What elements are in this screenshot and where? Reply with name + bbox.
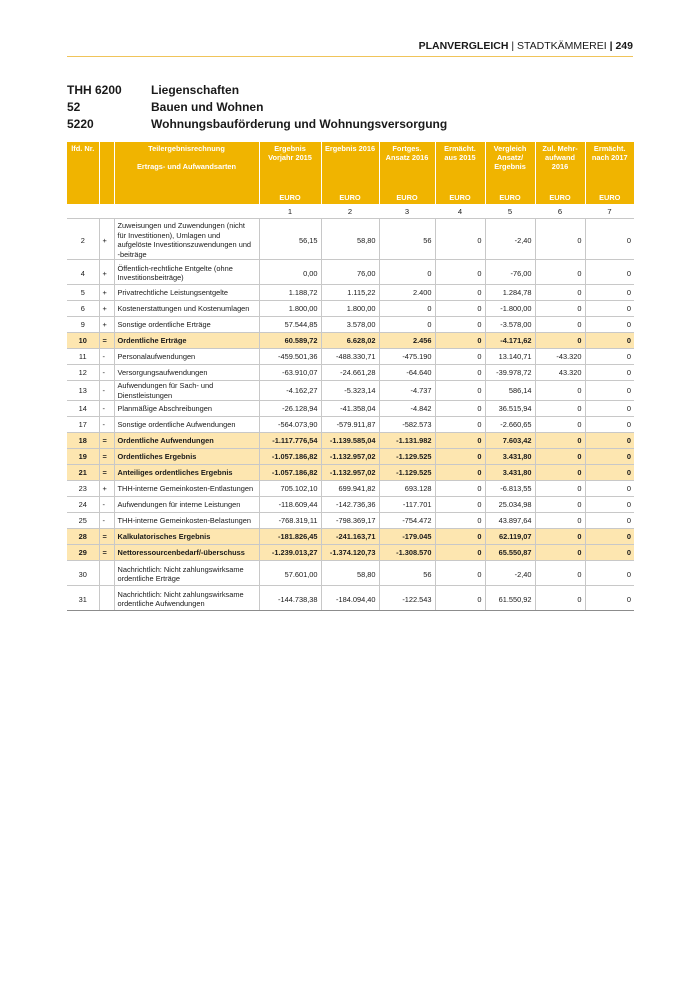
- value-cell: 0: [435, 586, 485, 611]
- value-cell: 0: [435, 513, 485, 529]
- title-code: THH 6200: [67, 83, 122, 97]
- row-operator: +: [99, 317, 114, 333]
- value-cell: -142.736,36: [321, 497, 379, 513]
- row-operator: -: [99, 417, 114, 433]
- value-cell: 56: [379, 561, 435, 586]
- value-cell: 1.284,78: [485, 285, 535, 301]
- value-cell: -184.094,40: [321, 586, 379, 611]
- header-title-line1: Teilergebnisrechnung: [148, 144, 225, 153]
- value-cell: 6.628,02: [321, 333, 379, 349]
- value-cell: -459.501,36: [259, 349, 321, 365]
- row-number: 23: [67, 481, 99, 497]
- value-cell: 1.188,72: [259, 285, 321, 301]
- row-operator: =: [99, 545, 114, 561]
- title-row: [67, 82, 447, 99]
- table-row: [67, 317, 634, 333]
- row-label: THH-interne Gemeinkosten-Belastungen: [114, 513, 259, 529]
- row-label: Sonstige ordentliche Aufwendungen: [114, 417, 259, 433]
- row-operator: =: [99, 333, 114, 349]
- value-cell: 0: [585, 449, 634, 465]
- table-row: [67, 465, 634, 481]
- table-row: [67, 349, 634, 365]
- value-cell: 0: [535, 449, 585, 465]
- table-row: [67, 301, 634, 317]
- table-row: [67, 219, 634, 260]
- value-cell: 693.128: [379, 481, 435, 497]
- value-cell: 25.034,98: [485, 497, 535, 513]
- header-section: PLANVERGLEICH: [418, 40, 509, 52]
- value-cell: 0: [585, 545, 634, 561]
- row-label: Ordentliches Ergebnis: [114, 449, 259, 465]
- header-rule: [67, 56, 633, 57]
- header-col-5: Vergleich Ansatz/ Ergebnis: [485, 142, 535, 190]
- header-title: [114, 142, 259, 204]
- row-label: Kostenerstattungen und Kostenumlagen: [114, 301, 259, 317]
- value-cell: -3.578,00: [485, 317, 535, 333]
- value-cell: 56,15: [259, 219, 321, 260]
- value-cell: 1.800,00: [321, 301, 379, 317]
- value-cell: -63.910,07: [259, 365, 321, 381]
- column-number: 1: [259, 204, 321, 219]
- value-cell: -2.660,65: [485, 417, 535, 433]
- value-cell: 43.320: [535, 365, 585, 381]
- value-cell: 0: [435, 449, 485, 465]
- value-cell: 0: [435, 481, 485, 497]
- value-cell: -754.472: [379, 513, 435, 529]
- results-table: [67, 142, 634, 611]
- unit-label: EURO: [585, 190, 634, 204]
- value-cell: -4.162,27: [259, 381, 321, 401]
- row-number: 25: [67, 513, 99, 529]
- table-row: [67, 260, 634, 285]
- row-number: 6: [67, 301, 99, 317]
- row-operator: -: [99, 401, 114, 417]
- row-number: 31: [67, 586, 99, 611]
- value-cell: 586,14: [485, 381, 535, 401]
- value-cell: 699.941,82: [321, 481, 379, 497]
- row-number: 29: [67, 545, 99, 561]
- value-cell: -1.057.186,82: [259, 465, 321, 481]
- row-number: 28: [67, 529, 99, 545]
- row-number: 30: [67, 561, 99, 586]
- value-cell: 0: [535, 433, 585, 449]
- value-cell: 0: [535, 513, 585, 529]
- value-cell: 0: [435, 301, 485, 317]
- row-label: Personalaufwendungen: [114, 349, 259, 365]
- value-cell: 0: [535, 381, 585, 401]
- header-title-line2: Ertrags- und Aufwandsarten: [136, 162, 237, 171]
- value-cell: 62.119,07: [485, 529, 535, 545]
- row-number: 18: [67, 433, 99, 449]
- page-header: [419, 40, 633, 52]
- value-cell: 3.578,00: [321, 317, 379, 333]
- row-label: Planmäßige Abschreibungen: [114, 401, 259, 417]
- header-col-2: Ergebnis 2016: [321, 142, 379, 190]
- row-number: 11: [67, 349, 99, 365]
- row-operator: -: [99, 349, 114, 365]
- value-cell: 0: [585, 513, 634, 529]
- value-cell: 0: [585, 219, 634, 260]
- value-cell: 0: [435, 497, 485, 513]
- value-cell: 0: [535, 586, 585, 611]
- value-cell: 0: [435, 433, 485, 449]
- value-cell: 61.550,92: [485, 586, 535, 611]
- row-number: 21: [67, 465, 99, 481]
- row-operator: -: [99, 365, 114, 381]
- row-operator: [99, 561, 114, 586]
- header-col-7: Ermächt. nach 2017: [585, 142, 634, 190]
- unit-label: EURO: [259, 190, 321, 204]
- value-cell: -1.129.525: [379, 465, 435, 481]
- column-number: 2: [321, 204, 379, 219]
- header-col-6: Zul. Mehr-aufwand 2016: [535, 142, 585, 190]
- value-cell: -1.129.525: [379, 449, 435, 465]
- value-cell: 0: [435, 561, 485, 586]
- value-cell: 0: [435, 417, 485, 433]
- row-label: Nettoressourcenbedarf/-überschuss: [114, 545, 259, 561]
- value-cell: -2,40: [485, 561, 535, 586]
- value-cell: 0: [535, 401, 585, 417]
- value-cell: 0: [585, 465, 634, 481]
- value-cell: -117.701: [379, 497, 435, 513]
- table-row: [67, 513, 634, 529]
- value-cell: 0: [585, 317, 634, 333]
- title-name: Wohnungsbauförderung und Wohnungsversorgung: [151, 117, 448, 131]
- table-row: [67, 449, 634, 465]
- row-label: Ordentliche Aufwendungen: [114, 433, 259, 449]
- row-label: Aufwendungen für Sach- und Dienstleistungen: [114, 381, 259, 401]
- row-operator: -: [99, 513, 114, 529]
- row-number: 19: [67, 449, 99, 465]
- unit-label: EURO: [485, 190, 535, 204]
- value-cell: 0: [535, 333, 585, 349]
- row-label: Anteiliges ordentliches Ergebnis: [114, 465, 259, 481]
- value-cell: 0: [435, 529, 485, 545]
- value-cell: 0: [585, 365, 634, 381]
- value-cell: -41.358,04: [321, 401, 379, 417]
- value-cell: 0: [379, 260, 435, 285]
- value-cell: 705.102,10: [259, 481, 321, 497]
- header-col-1: Ergebnis Vorjahr 2015: [259, 142, 321, 190]
- value-cell: 0: [585, 260, 634, 285]
- value-cell: 0: [535, 301, 585, 317]
- value-cell: -1.800,00: [485, 301, 535, 317]
- unit-label: EURO: [535, 190, 585, 204]
- table-row: [67, 529, 634, 545]
- row-operator: +: [99, 219, 114, 260]
- value-cell: 0: [535, 219, 585, 260]
- unit-label: EURO: [435, 190, 485, 204]
- value-cell: -39.978,72: [485, 365, 535, 381]
- value-cell: -181.826,45: [259, 529, 321, 545]
- row-number: 4: [67, 260, 99, 285]
- value-cell: -122.543: [379, 586, 435, 611]
- row-number: 5: [67, 285, 99, 301]
- table-row: [67, 333, 634, 349]
- value-cell: 3.431,80: [485, 465, 535, 481]
- value-cell: 7.603,42: [485, 433, 535, 449]
- row-label: Sonstige ordentliche Erträge: [114, 317, 259, 333]
- row-label: Kalkulatorisches Ergebnis: [114, 529, 259, 545]
- value-cell: 0: [585, 561, 634, 586]
- table-row: [67, 545, 634, 561]
- value-cell: 0: [585, 481, 634, 497]
- row-label: Ordentliche Erträge: [114, 333, 259, 349]
- value-cell: 0: [535, 497, 585, 513]
- value-cell: 60.589,72: [259, 333, 321, 349]
- value-cell: 0: [435, 545, 485, 561]
- value-cell: 0: [585, 417, 634, 433]
- row-label: Nachrichtlich: Nicht zahlungswirksame ordentliche Erträge: [114, 561, 259, 586]
- value-cell: 0: [435, 349, 485, 365]
- value-cell: -6.813,55: [485, 481, 535, 497]
- row-number: 14: [67, 401, 99, 417]
- value-cell: 1.115,22: [321, 285, 379, 301]
- title-code: 5220: [67, 117, 94, 131]
- row-label: Versorgungsaufwendungen: [114, 365, 259, 381]
- value-cell: 0: [535, 545, 585, 561]
- value-cell: 76,00: [321, 260, 379, 285]
- value-cell: -475.190: [379, 349, 435, 365]
- row-number: 10: [67, 333, 99, 349]
- value-cell: 0: [585, 333, 634, 349]
- row-operator: =: [99, 433, 114, 449]
- unit-label: EURO: [379, 190, 435, 204]
- value-cell: -579.911,87: [321, 417, 379, 433]
- value-cell: 2.456: [379, 333, 435, 349]
- row-operator: +: [99, 285, 114, 301]
- value-cell: -179.045: [379, 529, 435, 545]
- value-cell: -1.117.776,54: [259, 433, 321, 449]
- column-number: 5: [485, 204, 535, 219]
- value-cell: 0: [585, 433, 634, 449]
- value-cell: 0,00: [259, 260, 321, 285]
- table-row: [67, 401, 634, 417]
- value-cell: -118.609,44: [259, 497, 321, 513]
- value-cell: -1.132.957,02: [321, 449, 379, 465]
- table-row: [67, 365, 634, 381]
- value-cell: -26.128,94: [259, 401, 321, 417]
- title-row: [67, 116, 447, 133]
- column-number: 3: [379, 204, 435, 219]
- row-operator: =: [99, 465, 114, 481]
- row-label: Zuweisungen und Zuwendungen (nicht für Investitionen), Umlagen und aufgelöste Investitionszuwendungen und -beiträge: [114, 219, 259, 260]
- row-number: 9: [67, 317, 99, 333]
- value-cell: 58,80: [321, 561, 379, 586]
- header-separator: |: [511, 40, 515, 52]
- value-cell: 0: [585, 529, 634, 545]
- value-cell: 0: [585, 301, 634, 317]
- value-cell: 0: [535, 481, 585, 497]
- page-number: 249: [615, 40, 633, 52]
- column-number: 4: [435, 204, 485, 219]
- row-operator: [99, 586, 114, 611]
- value-cell: 0: [379, 317, 435, 333]
- value-cell: 0: [435, 365, 485, 381]
- value-cell: 0: [435, 401, 485, 417]
- header-department: STADTKÄMMEREI: [517, 40, 607, 52]
- value-cell: 0: [585, 381, 634, 401]
- row-operator: =: [99, 529, 114, 545]
- value-cell: -1.374.120,73: [321, 545, 379, 561]
- table-row: [67, 481, 634, 497]
- value-cell: 0: [435, 465, 485, 481]
- value-cell: -488.330,71: [321, 349, 379, 365]
- value-cell: -798.369,17: [321, 513, 379, 529]
- value-cell: 13.140,71: [485, 349, 535, 365]
- value-cell: 0: [585, 349, 634, 365]
- header-col-4: Ermächt. aus 2015: [435, 142, 485, 190]
- value-cell: -4.842: [379, 401, 435, 417]
- table-row: [67, 561, 634, 586]
- value-cell: -5.323,14: [321, 381, 379, 401]
- row-operator: =: [99, 449, 114, 465]
- value-cell: -1.131.982: [379, 433, 435, 449]
- value-cell: -1.308.570: [379, 545, 435, 561]
- value-cell: 0: [379, 301, 435, 317]
- header-op: [99, 142, 114, 204]
- value-cell: 0: [535, 529, 585, 545]
- title-name: Bauen und Wohnen: [151, 100, 264, 114]
- row-label: Privatrechtliche Leistungsentgelte: [114, 285, 259, 301]
- table-row: [67, 381, 634, 401]
- value-cell: -564.073,90: [259, 417, 321, 433]
- value-cell: 56: [379, 219, 435, 260]
- row-operator: -: [99, 497, 114, 513]
- value-cell: 0: [435, 317, 485, 333]
- header-lfd-nr: lfd. Nr.: [67, 142, 99, 204]
- value-cell: 0: [585, 285, 634, 301]
- value-cell: -582.573: [379, 417, 435, 433]
- value-cell: 0: [535, 465, 585, 481]
- value-cell: 2.400: [379, 285, 435, 301]
- table-row: [67, 285, 634, 301]
- title-code: 52: [67, 100, 81, 114]
- value-cell: 3.431,80: [485, 449, 535, 465]
- value-cell: -1.139.585,04: [321, 433, 379, 449]
- value-cell: -64.640: [379, 365, 435, 381]
- column-number: 6: [535, 204, 585, 219]
- value-cell: -1.057.186,82: [259, 449, 321, 465]
- value-cell: 0: [535, 260, 585, 285]
- value-cell: 0: [435, 285, 485, 301]
- value-cell: 65.550,87: [485, 545, 535, 561]
- value-cell: 0: [585, 401, 634, 417]
- row-label: Öffentlich-rechtliche Entgelte (ohne Investitionsbeiträge): [114, 260, 259, 285]
- value-cell: 0: [585, 497, 634, 513]
- row-operator: +: [99, 260, 114, 285]
- row-label: Aufwendungen für interne Leistungen: [114, 497, 259, 513]
- value-cell: 1.800,00: [259, 301, 321, 317]
- value-cell: 0: [585, 586, 634, 611]
- value-cell: -1.132.957,02: [321, 465, 379, 481]
- column-number-row: [67, 204, 634, 219]
- value-cell: -1.239.013,27: [259, 545, 321, 561]
- value-cell: 0: [535, 417, 585, 433]
- value-cell: 43.897,64: [485, 513, 535, 529]
- title-name: Liegenschaften: [151, 83, 240, 97]
- table-row: [67, 586, 634, 611]
- table-row: [67, 417, 634, 433]
- unit-label: EURO: [321, 190, 379, 204]
- value-cell: 58,80: [321, 219, 379, 260]
- row-operator: +: [99, 481, 114, 497]
- value-cell: 57.544,85: [259, 317, 321, 333]
- table-row: [67, 433, 634, 449]
- value-cell: 0: [535, 561, 585, 586]
- column-number: 7: [585, 204, 634, 219]
- header-separator-2: |: [609, 40, 613, 52]
- row-number: 12: [67, 365, 99, 381]
- row-operator: +: [99, 301, 114, 317]
- value-cell: 0: [535, 285, 585, 301]
- row-label: Nachrichtlich: Nicht zahlungswirksame ordentliche Aufwendungen: [114, 586, 259, 611]
- value-cell: 0: [435, 219, 485, 260]
- value-cell: 36.515,94: [485, 401, 535, 417]
- row-label: THH-interne Gemeinkosten-Entlastungen: [114, 481, 259, 497]
- value-cell: -4.171,62: [485, 333, 535, 349]
- value-cell: -2,40: [485, 219, 535, 260]
- value-cell: -241.163,71: [321, 529, 379, 545]
- header-col-3: Fortges. Ansatz 2016: [379, 142, 435, 190]
- value-cell: -768.319,11: [259, 513, 321, 529]
- row-operator: -: [99, 381, 114, 401]
- value-cell: -76,00: [485, 260, 535, 285]
- row-number: 24: [67, 497, 99, 513]
- value-cell: 0: [435, 333, 485, 349]
- row-number: 17: [67, 417, 99, 433]
- value-cell: -4.737: [379, 381, 435, 401]
- value-cell: -43.320: [535, 349, 585, 365]
- value-cell: 57.601,00: [259, 561, 321, 586]
- row-number: 2: [67, 219, 99, 260]
- title-row: [67, 99, 447, 116]
- value-cell: 0: [435, 381, 485, 401]
- row-number: 13: [67, 381, 99, 401]
- value-cell: 0: [535, 317, 585, 333]
- value-cell: -144.738,38: [259, 586, 321, 611]
- value-cell: -24.661,28: [321, 365, 379, 381]
- table-row: [67, 497, 634, 513]
- value-cell: 0: [435, 260, 485, 285]
- title-block: [67, 82, 447, 133]
